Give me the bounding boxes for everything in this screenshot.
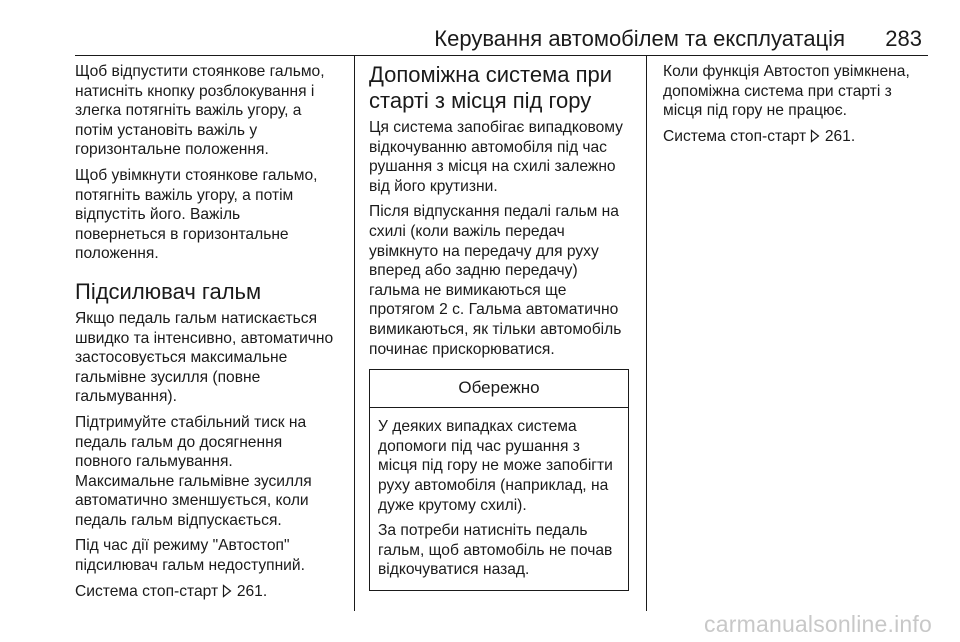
paragraph-hill-start-1: Ця система запобігає випадковому відкочуванню автомобіля під час рушання з місця на схилі залежно від його крутизни.	[369, 119, 623, 195]
paragraph-brake-assist-1: Якщо педаль гальм натискається швидко та інтенсивно, автоматично застосовується максимальне гальмівне зусилля (повне гальмування).	[75, 309, 334, 406]
paragraph-hill-start-2: Після відпускання педалі гальм на схилі (коли важіль передач увімкнуто на передачу для руху вперед або задню передачу) гальма не вимикаються ще протягом 2 с. Гальма автоматично вимикаються, як тільки автомобіль починає прискорюватися.	[369, 203, 622, 358]
header-divider	[75, 55, 928, 56]
caution-box	[369, 369, 629, 591]
paragraph-apply-parking-brake: Щоб увімкнути стоянкове гальмо, потягніть важіль угору, а потім відпустіть його. Важіль повернеться в горизонтальне положення.	[75, 166, 318, 263]
caution-body	[370, 408, 628, 590]
page-number: 283	[885, 26, 922, 51]
arrow-ref-icon	[810, 129, 820, 143]
caution-paragraph-1: У деяких випадках система допомоги під час рушання з місця під гору не може запобігти руху автомобіля (наприклад, на дуже крутому схилі).	[378, 418, 613, 514]
watermark: carmanualsonline.info	[704, 611, 932, 637]
column-3	[663, 62, 929, 152]
page-header	[0, 0, 960, 56]
column-divider-2	[646, 56, 647, 611]
paragraph-autostop-hill: Коли функція Автостоп увімкнена, допоміжна система при старті з місця під гору не працює.	[663, 63, 910, 120]
cross-reference[interactable]: Система стоп-старт 261.	[75, 582, 268, 600]
cross-reference[interactable]: Система стоп-старт 261.	[663, 127, 856, 145]
column-2	[369, 62, 631, 591]
heading-hill-start-assist: Допоміжна система при старті з місця під гору	[369, 62, 613, 113]
caution-title: Обережно	[370, 370, 628, 408]
heading-brake-assist: Підсилювач гальм	[75, 278, 262, 304]
paragraph-brake-assist-2: Підтримуйте стабільний тиск на педаль гальм до досягнення повного гальмування. Максимальне гальмівне зусилля автоматично зменшується, коли педаль гальм відпускається.	[75, 413, 312, 529]
paragraph-release-parking-brake: Щоб відпустити стоянкове гальмо, натисніть кнопку розблокування і злегка потягніть важіль угору, а потім установіть важіль у горизонтальне положення.	[75, 63, 325, 159]
paragraph-autostop: Під час дії режиму "Автостоп" підсилювач гальм недоступний.	[75, 537, 305, 575]
section-title: Керування автомобілем та експлуатація	[434, 26, 845, 51]
arrow-ref-icon	[222, 584, 232, 598]
column-divider-1	[354, 56, 355, 611]
column-1	[75, 62, 345, 607]
caution-paragraph-2: За потреби натисніть педаль гальм, щоб автомобіль не почав відкочуватися назад.	[378, 522, 613, 579]
